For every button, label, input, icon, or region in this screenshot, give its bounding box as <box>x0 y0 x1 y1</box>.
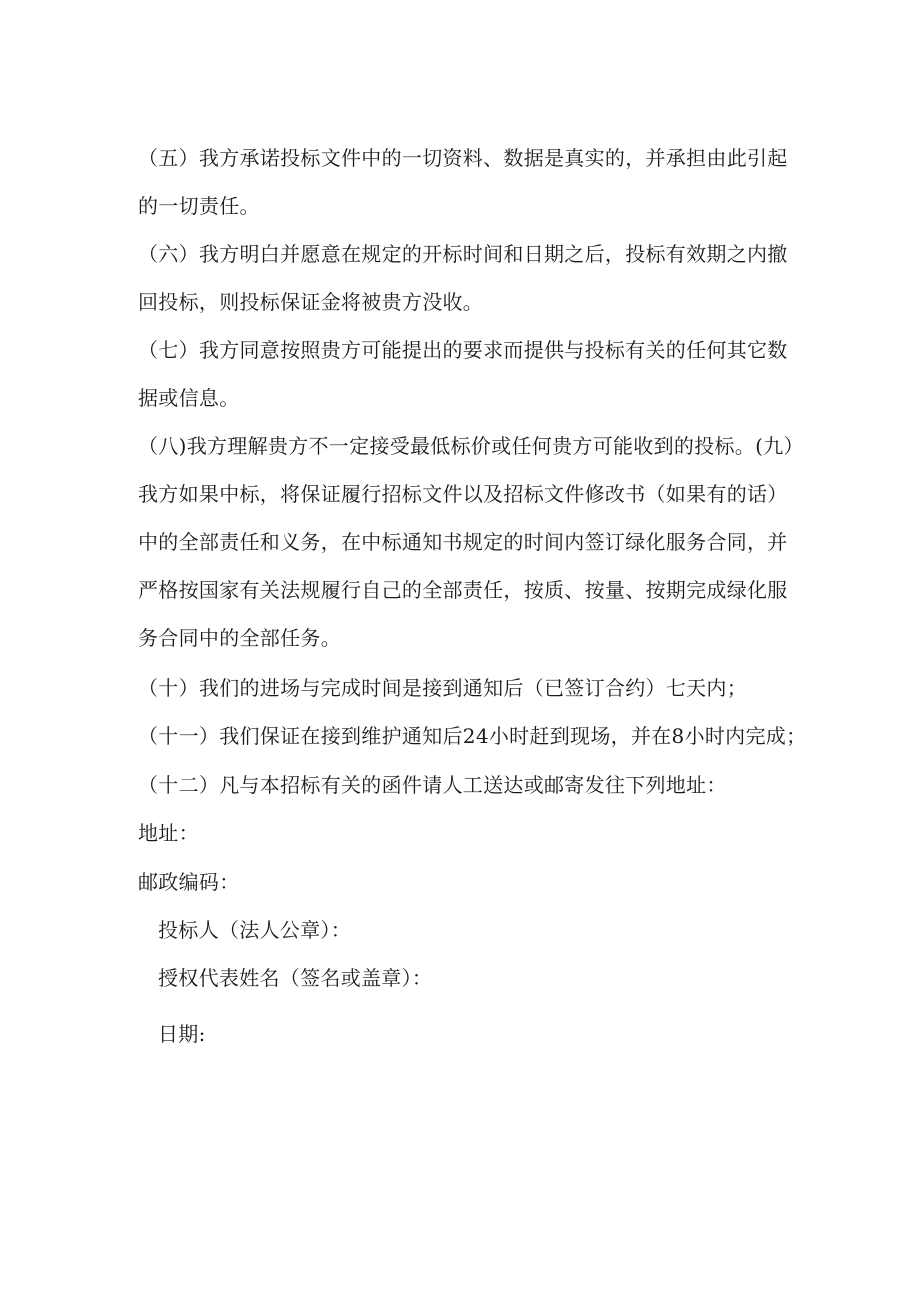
clause-5-line-2: 的一切责任。 <box>138 194 260 218</box>
date-label: 日期: <box>158 1022 206 1046</box>
clause-9-line-2: 中的全部责任和义务，在中标通知书规定的时间内签订绿化服务合同，并 <box>138 530 788 554</box>
bidder-seal-label: 投标人（法人公章）： <box>158 918 351 942</box>
clause-11-line: （十一）我们保证在接到维护通知后24小时赶到现场，并在8小时内完成； <box>138 724 807 748</box>
clause-7-line-2: 据或信息。 <box>138 386 240 410</box>
clause-5-line-1: （五）我方承诺投标文件中的一切资料、数据是真实的，并承担由此引起 <box>138 146 788 170</box>
clause-12-line: （十二）凡与本招标有关的函件请人工送达或邮寄发往下列地址： <box>138 773 727 797</box>
address-label: 地址： <box>138 821 199 845</box>
clause-9-line-4: 务合同中的全部任务。 <box>138 626 341 650</box>
clause-10-line: （十）我们的进场与完成时间是接到通知后（已签订合约）七天内； <box>138 676 747 700</box>
clause-7-line-1: （七）我方同意按照贵方可能提出的要求而提供与投标有关的任何其它数 <box>138 338 788 362</box>
clause-9-line-3: 严格按国家有关法规履行自己的全部责任，按质、按量、按期完成绿化服 <box>138 578 788 602</box>
representative-signature-label: 授权代表姓名（签名或盖章）： <box>158 966 433 990</box>
postal-code-label: 邮政编码： <box>138 870 240 894</box>
clause-6-line-1: （六）我方明白并愿意在规定的开标时间和日期之后，投标有效期之内撤 <box>138 242 788 266</box>
clause-6-line-2: 回投标，则投标保证金将被贵方没收。 <box>138 290 484 314</box>
clause-8-line-1: （八)我方理解贵方不一定接受最低标价或任何贵方可能收到的投标。(九） <box>138 434 804 458</box>
clause-9-line-1: 我方如果中标，将保证履行招标文件以及招标文件修改书（如果有的话） <box>138 482 788 506</box>
